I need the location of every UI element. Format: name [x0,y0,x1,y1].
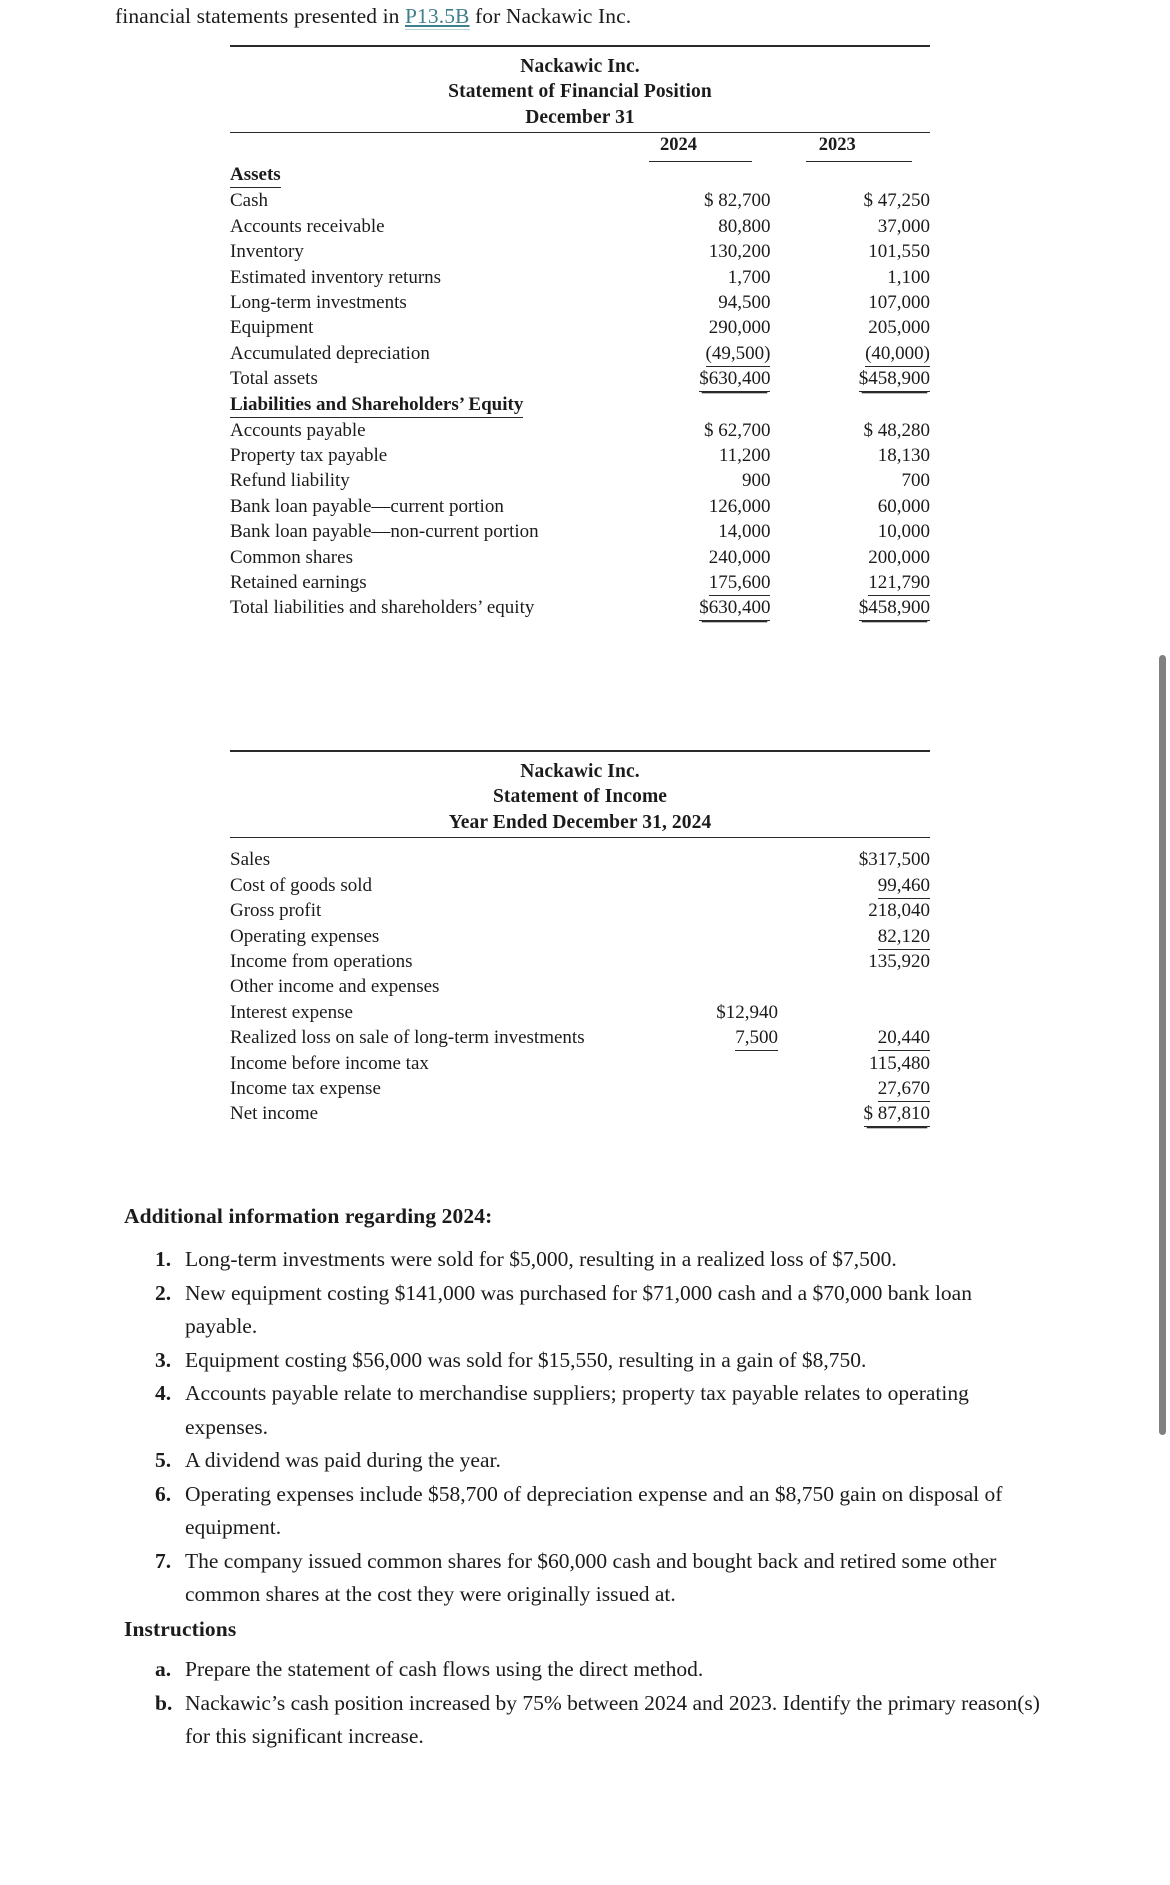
total-assets-value-2024: $630,400 [699,368,770,392]
row-label: Common shares [230,546,353,568]
row-value-2024 [613,570,771,595]
row-inner-value [628,1051,778,1076]
table-row [230,443,930,468]
intro-text-after: for Nackawic Inc. [469,4,632,28]
row-outer-value [778,1025,930,1050]
row-value-2024: $ 82,700 [703,190,771,212]
net-income-row [230,1101,930,1126]
table-row [230,494,930,519]
row-value-2023: $ 48,280 [863,419,930,441]
balance-sheet-column-header-row [230,132,930,158]
row-label: Cash [230,190,268,212]
list-item-text: A dividend was paid during the year. [185,1448,501,1472]
row-inner-value [628,974,778,999]
list-marker: 5. [155,1448,172,1472]
income-statement-table [230,837,930,1127]
accumulated-depreciation-2024: (49,500) [706,343,771,367]
row-outer-value [778,924,930,949]
row-inner-value [628,924,778,949]
realized-loss-inner-value: 7,500 [735,1027,778,1051]
net-income-label: Net income [230,1103,319,1125]
row-outer-value: 218,040 [868,900,930,922]
row-value-2024: 80,800 [718,215,771,237]
row-outer-value: 135,920 [868,951,930,973]
accumulated-depreciation-2023: (40,000) [865,343,930,367]
total-liabilities-equity-2024 [613,595,771,620]
table-row [230,570,930,595]
row-label: Estimated inventory returns [230,266,442,288]
table-row [230,1000,930,1025]
row-label: Inventory [230,241,304,263]
list-marker: 2. [155,1280,172,1305]
row-label: Accounts payable [230,419,366,441]
balance-sheet-title-block [230,47,930,132]
additional-information-title: Additional information regarding 2024: [124,1204,493,1228]
table-row [230,265,930,290]
list-item-text: Operating expenses include $58,700 of depreciation expense and an $8,750 gain on disposal of equipment. [185,1481,1003,1539]
row-outer-value [778,873,930,898]
total-liab-equity-value-2024: $630,400 [699,597,770,621]
row-label: Property tax payable [230,444,388,466]
table-row [230,873,930,898]
list-item [155,1243,1040,1277]
row-value-2023 [770,570,930,595]
empty-cell [613,162,771,188]
list-marker: 7. [155,1548,172,1573]
scrollbar-thumb[interactable] [1159,655,1166,1435]
row-value-2024: 290,000 [708,317,771,339]
row-inner-value [628,1076,778,1101]
table-row [230,418,930,443]
income-statement-statement-name: Statement of Income [492,786,668,808]
empty-cell [770,162,930,188]
row-label: Refund liability [230,470,350,492]
table-row [230,519,930,544]
total-assets-2024 [613,366,771,391]
list-item-text: Accounts payable relate to merchandise suppliers; property tax payable relates to operating expenses. [185,1381,969,1439]
row-value-2023: 101,550 [868,241,930,263]
row-value-2024 [613,341,771,366]
table-row [230,974,930,999]
list-item [155,1277,1040,1344]
table-row [230,468,930,493]
list-item-text: Nackawic’s cash position increased by 75% between 2024 and 2023. Identify the primary reason(s) for this significant increase. [185,1690,1040,1748]
list-item [155,1478,1040,1545]
list-marker: a. [155,1657,172,1681]
row-outer-value [778,1076,930,1101]
row-inner-value [628,1025,778,1050]
income-tax-expense-value: 27,670 [878,1078,930,1102]
row-value-2024: 900 [741,470,771,492]
income-statement-period: Year Ended December 31, 2024 [448,811,712,833]
table-row [230,290,930,315]
income-statement-company-name: Nackawic Inc. [520,761,640,782]
list-item-text: New equipment costing $141,000 was purchased for $71,000 cash and a $70,000 bank loan payable. [185,1280,972,1338]
balance-sheet-statement-name: Statement of Financial Position [448,81,712,103]
row-inner-value [628,873,778,898]
balance-sheet-period: December 31 [525,106,635,128]
row-value-2024: $ 62,700 [703,419,771,441]
column-header-2023: 2023 [818,134,856,155]
list-item [155,1687,1040,1754]
row-value-2024: 14,000 [718,521,771,543]
liabilities-heading-cell [230,392,613,418]
retained-earnings-2023: 121,790 [868,572,930,596]
row-value-2024: 126,000 [708,495,771,517]
assets-heading-cell [230,162,613,188]
row-label: Income tax expense [230,1078,381,1100]
scrollbar-track[interactable] [1155,0,1170,1885]
row-label: Bank loan payable—non-current portion [230,521,539,543]
row-outer-value: $317,500 [858,849,930,871]
row-label: Equipment [230,317,314,339]
total-liabilities-equity-row [230,595,930,620]
net-income-value-cell [778,1101,930,1126]
row-value-2023: 1,100 [887,266,930,288]
intro-paragraph [115,2,631,30]
row-inner-value [628,1101,778,1126]
total-assets-row [230,366,930,391]
income-statement-title-block [230,752,930,837]
statement-of-income [230,750,930,1127]
table-row [230,1076,930,1101]
row-value-2023 [770,341,930,366]
table-row [230,545,930,570]
assets-heading: Assets [230,164,281,188]
row-label: Sales [230,849,271,871]
table-row [230,214,930,239]
list-item-text: Long-term investments were sold for $5,000, resulting in a realized loss of $7,500. [185,1247,897,1271]
row-value-2024: 130,200 [708,241,771,263]
instructions-title: Instructions [124,1617,237,1641]
row-value-2023: 60,000 [877,495,930,517]
table-row [230,239,930,264]
row-inner-value [628,949,778,974]
row-label: Accumulated depreciation [230,342,430,364]
row-value-2023: 107,000 [868,291,930,313]
total-assets-2023 [770,366,930,391]
spacer-cell [628,837,778,847]
list-marker: 4. [155,1381,172,1405]
empty-cell [770,392,930,418]
row-inner-value [628,847,778,872]
row-label: Accounts receivable [230,215,385,237]
row-label: Bank loan payable—current portion [230,495,504,517]
row-value-2023: 205,000 [868,317,930,339]
list-item [155,1444,1040,1478]
row-outer-value [778,974,930,999]
total-assets-label: Total assets [230,368,318,390]
spacer-cell [230,837,628,847]
row-value-2024: 94,500 [718,291,771,313]
row-value-2023: 700 [901,470,930,492]
operating-expenses-value: 82,120 [878,926,930,950]
income-spacer-row [230,837,930,847]
table-row [230,1025,930,1050]
row-label: Gross profit [230,900,322,922]
table-row [230,898,930,923]
total-liabilities-equity-2023 [770,595,930,620]
row-inner-value: $12,940 [716,1001,778,1023]
instructions-list [155,1653,1040,1754]
list-marker: 6. [155,1481,172,1506]
list-marker: 1. [155,1247,172,1271]
problem-reference-link[interactable]: P13.5B [404,4,470,28]
list-item [155,1344,1040,1378]
list-item [155,1653,1040,1687]
row-label: Cost of goods sold [230,874,372,896]
assets-section-heading-row [230,162,930,188]
table-row [230,188,930,213]
row-value-2024: 11,200 [718,444,771,466]
row-value-2023: 18,130 [877,444,930,466]
list-marker: b. [155,1690,173,1715]
row-label: Income from operations [230,951,413,973]
row-value-2023: 10,000 [877,521,930,543]
list-marker: 3. [155,1347,172,1372]
balance-sheet-company-name: Nackawic Inc. [520,56,640,77]
row-value-2023: $ 47,250 [863,190,930,212]
list-item-text: Prepare the statement of cash flows using the direct method. [185,1657,704,1681]
row-label: Realized loss on sale of long-term investments [230,1027,585,1049]
table-row [230,949,930,974]
net-income-value: $ 87,810 [864,1103,931,1127]
table-row [230,1051,930,1076]
row-label: Other income and expenses [230,976,440,998]
table-row [230,315,930,340]
row-label: Income before income tax [230,1052,429,1074]
row-outer-value: 115,480 [868,1052,930,1074]
row-value-2024: 240,000 [708,546,771,568]
list-item [155,1545,1040,1612]
liabilities-equity-heading: Liabilities and Shareholders’ Equity [230,394,523,418]
table-row [230,924,930,949]
row-inner-value [628,898,778,923]
list-item-text: Equipment costing $56,000 was sold for $15,550, resulting in a gain of $8,750. [185,1347,867,1372]
intro-text-before: financial statements presented in [115,4,405,28]
empty-cell [613,392,771,418]
balance-sheet-table [230,132,930,621]
total-assets-value-2023: $458,900 [859,368,930,392]
statement-of-financial-position [230,45,930,621]
table-row [230,847,930,872]
column-header-2024: 2024 [659,134,697,155]
row-value-2023: 37,000 [877,215,930,237]
additional-information-list [155,1243,1040,1612]
row-label: Long-term investments [230,291,407,313]
list-item [155,1377,1040,1444]
row-label: Operating expenses [230,925,380,947]
row-value-2024: 1,700 [727,266,771,288]
row-label: Retained earnings [230,571,367,593]
header-spacer [230,132,613,158]
other-income-expenses-total: 20,440 [878,1027,930,1051]
row-label: Interest expense [230,1001,353,1023]
liabilities-section-heading-row [230,392,930,418]
cost-of-goods-sold-value: 99,460 [878,875,930,899]
list-item-text: The company issued common shares for $60,000 cash and bought back and retired some other common shares at the cost they were originally issued at. [185,1548,997,1606]
row-value-2023: 200,000 [868,546,930,568]
total-liab-equity-value-2023: $458,900 [859,597,930,621]
total-liabilities-equity-label: Total liabilities and shareholders’ equity [230,597,535,619]
table-row [230,341,930,366]
row-outer-value [778,1000,930,1025]
spacer-cell [778,837,930,847]
retained-earnings-2024: 175,600 [709,572,771,596]
